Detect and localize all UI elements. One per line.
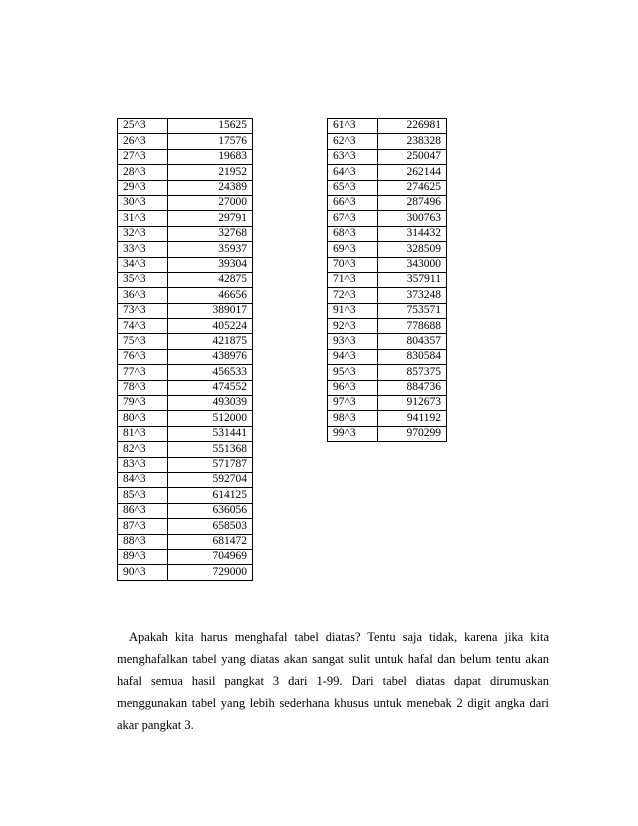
power-label: 90^3 [118, 565, 168, 580]
cube-value: 614125 [168, 488, 253, 503]
power-label: 29^3 [118, 180, 168, 195]
cube-value: 250047 [378, 149, 447, 164]
table-row [328, 211, 447, 226]
table-row [118, 195, 253, 210]
cube-value: 287496 [378, 195, 447, 210]
table-row [118, 119, 253, 134]
table-row [118, 488, 253, 503]
power-label: 66^3 [328, 195, 378, 210]
cube-value: 704969 [168, 549, 253, 564]
cube-value: 24389 [168, 180, 253, 195]
power-label: 93^3 [328, 334, 378, 349]
power-label: 98^3 [328, 411, 378, 426]
cube-value: 46656 [168, 288, 253, 303]
power-label: 69^3 [328, 242, 378, 257]
table-row [118, 534, 253, 549]
cube-table-right-body [328, 119, 447, 442]
cube-value: 778688 [378, 319, 447, 334]
cube-value: 636056 [168, 503, 253, 518]
cube-value: 357911 [378, 272, 447, 287]
table-row [118, 226, 253, 241]
table-row [118, 334, 253, 349]
power-label: 61^3 [328, 119, 378, 134]
power-label: 83^3 [118, 457, 168, 472]
cube-value: 343000 [378, 257, 447, 272]
cube-value: 389017 [168, 303, 253, 318]
power-label: 36^3 [118, 288, 168, 303]
cube-value: 39304 [168, 257, 253, 272]
table-row [118, 457, 253, 472]
cube-table-right [327, 118, 447, 442]
power-label: 26^3 [118, 134, 168, 149]
power-label: 34^3 [118, 257, 168, 272]
table-row [328, 242, 447, 257]
cube-value: 19683 [168, 149, 253, 164]
table-row [328, 380, 447, 395]
cube-value: 474552 [168, 380, 253, 395]
cube-table-left [117, 118, 253, 581]
power-label: 64^3 [328, 165, 378, 180]
power-label: 73^3 [118, 303, 168, 318]
power-label: 88^3 [118, 534, 168, 549]
cube-value: 35937 [168, 242, 253, 257]
table-row [118, 319, 253, 334]
table-row [328, 165, 447, 180]
cube-value: 42875 [168, 272, 253, 287]
cube-value: 512000 [168, 411, 253, 426]
table-row [118, 288, 253, 303]
table-row [328, 195, 447, 210]
cube-value: 15625 [168, 119, 253, 134]
power-label: 25^3 [118, 119, 168, 134]
cube-value: 551368 [168, 442, 253, 457]
power-label: 65^3 [328, 180, 378, 195]
power-label: 77^3 [118, 365, 168, 380]
cube-value: 970299 [378, 426, 447, 441]
cube-value: 405224 [168, 319, 253, 334]
cube-value: 328509 [378, 242, 447, 257]
table-row [328, 119, 447, 134]
table-row [118, 519, 253, 534]
table-row [118, 242, 253, 257]
power-label: 85^3 [118, 488, 168, 503]
table-row [118, 565, 253, 580]
table-row [118, 503, 253, 518]
power-label: 28^3 [118, 165, 168, 180]
cube-value: 421875 [168, 334, 253, 349]
cube-value: 29791 [168, 211, 253, 226]
table-row [328, 365, 447, 380]
table-row [118, 426, 253, 441]
table-row [328, 319, 447, 334]
table-row [118, 380, 253, 395]
power-label: 80^3 [118, 411, 168, 426]
table-row [328, 349, 447, 364]
body-paragraph: Apakah kita harus menghafal tabel diatas? Tentu saja tidak, karena jika kita menghafalkan tabel yang diatas akan sangat sulit untuk hafal dan belum tentu akan hafal semua hasil pangkat 3 dari 1-99. Dari tabel diatas dapat dirumuskan menggunakan tabel yang lebih sederhana khusus untuk menebak 2 digit angka dari akar pangkat 3. [117, 630, 549, 732]
table-row [328, 272, 447, 287]
table-row [118, 257, 253, 272]
power-label: 89^3 [118, 549, 168, 564]
table-row [328, 288, 447, 303]
table-row [118, 442, 253, 457]
cube-value: 884736 [378, 380, 447, 395]
table-row [118, 165, 253, 180]
table-row [328, 134, 447, 149]
table-row [118, 349, 253, 364]
cube-value: 262144 [378, 165, 447, 180]
cube-value: 729000 [168, 565, 253, 580]
cube-value: 941192 [378, 411, 447, 426]
power-label: 30^3 [118, 195, 168, 210]
power-label: 72^3 [328, 288, 378, 303]
cube-value: 300763 [378, 211, 447, 226]
cube-value: 912673 [378, 396, 447, 411]
table-row [328, 257, 447, 272]
table-row [118, 549, 253, 564]
cube-value: 274625 [378, 180, 447, 195]
power-label: 82^3 [118, 442, 168, 457]
power-label: 67^3 [328, 211, 378, 226]
power-label: 74^3 [118, 319, 168, 334]
cube-value: 571787 [168, 457, 253, 472]
cube-value: 857375 [378, 365, 447, 380]
table-row [328, 396, 447, 411]
table-row [118, 365, 253, 380]
power-label: 99^3 [328, 426, 378, 441]
power-label: 84^3 [118, 472, 168, 487]
cube-value: 438976 [168, 349, 253, 364]
table-row [328, 334, 447, 349]
cube-value: 238328 [378, 134, 447, 149]
cube-value: 681472 [168, 534, 253, 549]
power-label: 79^3 [118, 396, 168, 411]
table-row [328, 180, 447, 195]
table-row [118, 134, 253, 149]
cube-value: 493039 [168, 396, 253, 411]
power-label: 97^3 [328, 396, 378, 411]
cube-value: 226981 [378, 119, 447, 134]
power-label: 94^3 [328, 349, 378, 364]
cube-value: 373248 [378, 288, 447, 303]
power-label: 70^3 [328, 257, 378, 272]
table-row [328, 226, 447, 241]
power-label: 92^3 [328, 319, 378, 334]
power-label: 91^3 [328, 303, 378, 318]
table-row [328, 426, 447, 441]
table-row [118, 303, 253, 318]
cube-value: 531441 [168, 426, 253, 441]
table-row [118, 211, 253, 226]
power-label: 32^3 [118, 226, 168, 241]
table-row [328, 149, 447, 164]
table-row [328, 411, 447, 426]
table-row [118, 411, 253, 426]
cube-value: 456533 [168, 365, 253, 380]
power-label: 81^3 [118, 426, 168, 441]
power-label: 27^3 [118, 149, 168, 164]
cube-value: 804357 [378, 334, 447, 349]
cube-table-left-body [118, 119, 253, 581]
cube-value: 17576 [168, 134, 253, 149]
table-row [118, 472, 253, 487]
power-label: 63^3 [328, 149, 378, 164]
power-label: 68^3 [328, 226, 378, 241]
table-row [118, 180, 253, 195]
table-row [118, 149, 253, 164]
power-label: 76^3 [118, 349, 168, 364]
table-row [118, 396, 253, 411]
power-label: 35^3 [118, 272, 168, 287]
cube-value: 314432 [378, 226, 447, 241]
table-row [118, 272, 253, 287]
power-label: 71^3 [328, 272, 378, 287]
power-label: 31^3 [118, 211, 168, 226]
power-label: 95^3 [328, 365, 378, 380]
power-label: 33^3 [118, 242, 168, 257]
power-label: 96^3 [328, 380, 378, 395]
cube-value: 592704 [168, 472, 253, 487]
cube-value: 32768 [168, 226, 253, 241]
power-label: 62^3 [328, 134, 378, 149]
power-label: 75^3 [118, 334, 168, 349]
cube-value: 27000 [168, 195, 253, 210]
power-label: 78^3 [118, 380, 168, 395]
cube-value: 21952 [168, 165, 253, 180]
cube-value: 753571 [378, 303, 447, 318]
cube-value: 658503 [168, 519, 253, 534]
power-label: 86^3 [118, 503, 168, 518]
table-row [328, 303, 447, 318]
cube-value: 830584 [378, 349, 447, 364]
power-label: 87^3 [118, 519, 168, 534]
